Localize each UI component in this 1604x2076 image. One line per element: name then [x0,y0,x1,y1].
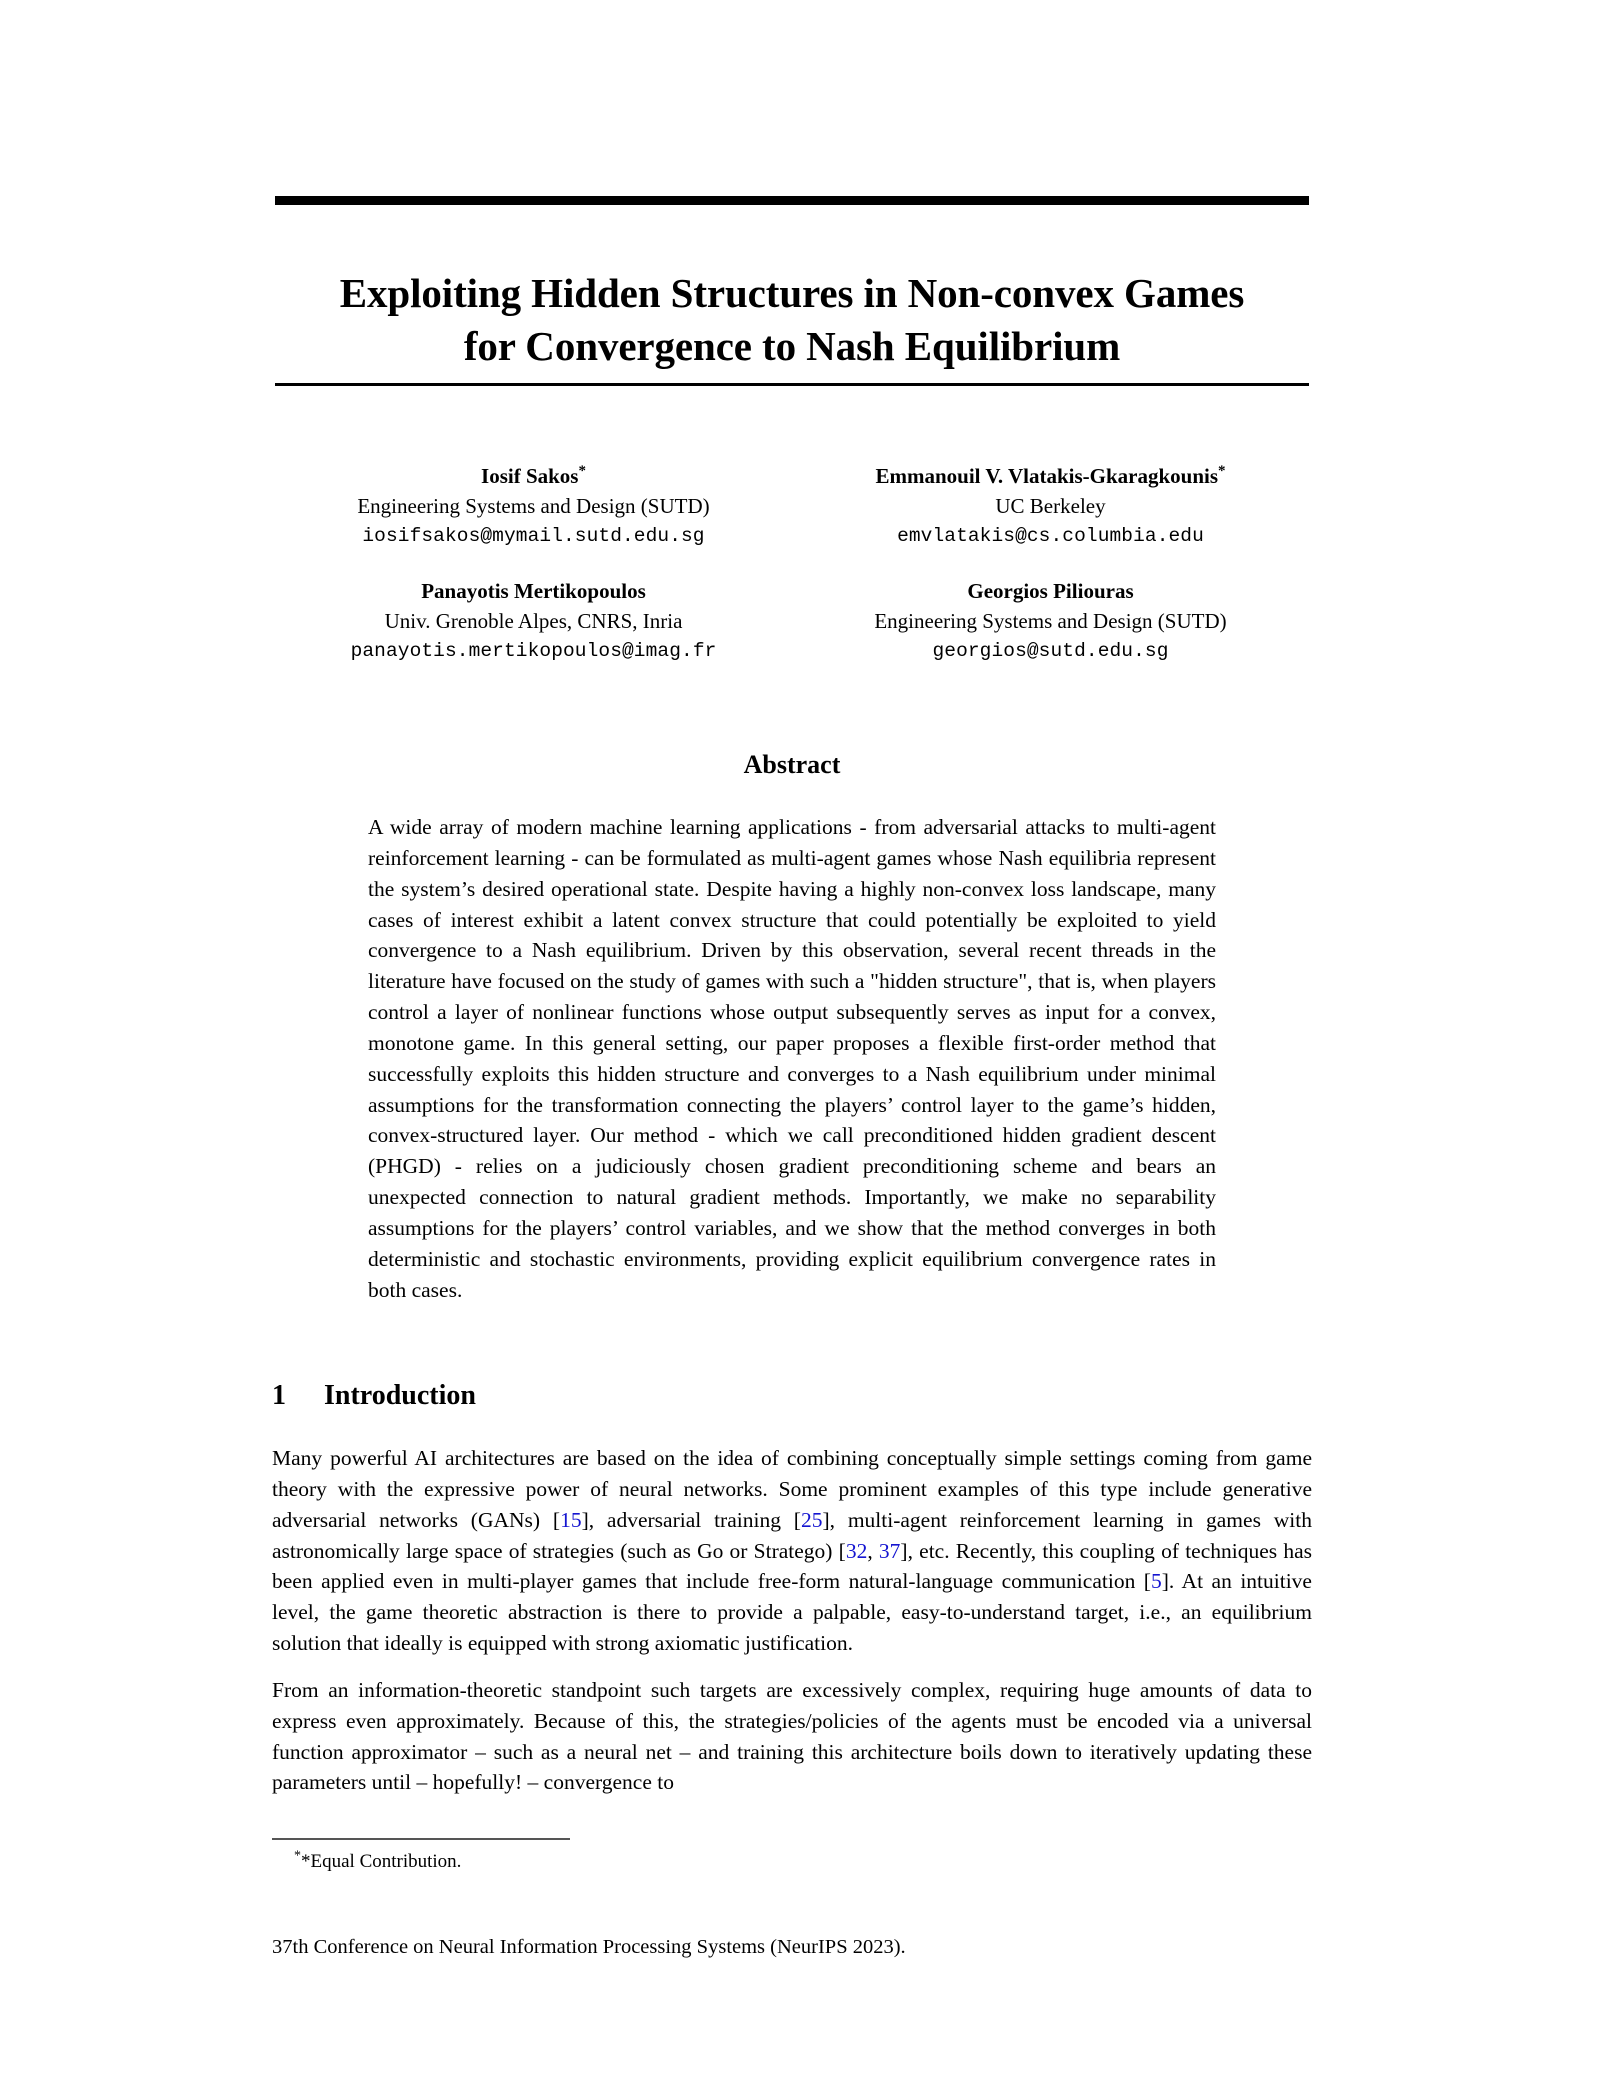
abstract-heading: Abstract [743,750,841,779]
author-name-text-2: Emmanouil V. Vlatakis-Gkaragkounis [875,464,1219,488]
author-row-1 [275,462,1309,551]
citation-link[interactable]: 37 [878,1538,901,1563]
citation-link[interactable]: 5 [1150,1569,1162,1594]
author-entry-1 [275,462,792,551]
footnote-marker: * [294,1848,301,1864]
author-name-2 [792,462,1309,492]
author-entry-4 [792,577,1309,666]
author-email-1[interactable]: iosifsakos@mymail.sutd.edu.sg [362,524,705,547]
footnote-rule [272,1838,570,1840]
paragraph-1: Many powerful AI architectures are based on the idea of combining conceptually simple settings coming from game theory with the expressive power of neural networks. Some prominent examples of this type include generative adversarial networks (GANs) [15], adversarial training [25], multi-agent reinforcement learning in games with astronomically large space of strategies (such as Go or Stratego) [32, 37], etc. Recently, this coupling of techniques has been applied even in multi-player games that include free-form natural-language communication [5]. At an intuitive level, the game theoretic abstraction is there to provide a palpable, easy-to-understand target, i.e., an equilibrium solution that ideally is equipped with strong axiomatic justification. [272,1446,1312,1656]
abstract-body: A wide array of modern machine learning applications - from adversarial attacks to multi-agent reinforcement learning - can be formulated as multi-agent games whose Nash equilibria represent the system’s desired operational state. Despite having a highly non-convex loss landscape, many cases of interest exhibit a latent convex structure that could potentially be exploited to yield convergence to a Nash equilibrium. Driven by this observation, several recent threads in the literature have focused on the study of games with such a "hidden structure", that is, when players control a layer of nonlinear functions whose output subsequently serves as input for a convex, monotone game. In this general setting, our paper proposes a flexible first-order method that successfully exploits this hidden structure and converges to a Nash equilibrium under minimal assumptions for the transformation connecting the players’ control layer to the game’s hidden, convex-structured layer. Our method - which we call preconditioned hidden gradient descent (PHGD) - relies on a judiciously chosen gradient preconditioning scheme and bears an unexpected connection to natural gradient methods. Importantly, we make no separability assumptions for the players’ control variables, and we show that the method converges in both deterministic and stochastic environments, providing explicit equilibrium convergence rates in both cases. [368,815,1216,1302]
author-row-2 [275,577,1309,666]
author-name-text-4: Georgios Piliouras [967,578,1134,603]
author-affiliation-3: Univ. Grenoble Alpes, CNRS, Inria [384,608,683,633]
author-name-text-3: Panayotis Mertikopoulos [421,578,646,603]
author-affiliation-4: Engineering Systems and Design (SUTD) [874,608,1227,633]
title-line-2: for Convergence to Nash Equilibrium [463,322,1121,369]
section-number: 1 [272,1380,286,1411]
paragraph-2: From an information-theoretic standpoint such targets are excessively complex, requiring huge amounts of data to express even approximately. Because of this, the strategies/policies of the agents must be encoded via a universal function approximator – such as a neural net – and training this architecture boils down to iteratively updating these parameters until – hopefully! – convergence to [272,1677,1312,1795]
author-block [275,462,1309,692]
title-top-rule [275,196,1309,205]
citation-link[interactable]: 32 [845,1538,868,1563]
author-name-3 [275,577,792,607]
page-title [275,267,1309,372]
author-entry-3 [275,577,792,666]
author-email-4[interactable]: georgios@sutd.edu.sg [932,639,1169,662]
footnote-text: *Equal Contribution. [301,1851,462,1872]
citation-link[interactable]: 25 [800,1507,823,1532]
citation-link[interactable]: 15 [560,1507,582,1532]
footnote [272,1849,1072,1876]
author-marker-1: * [578,463,586,479]
author-marker-2: * [1218,463,1226,479]
author-name-text-1: Iosif Sakos [481,464,579,488]
author-affiliation-1: Engineering Systems and Design (SUTD) [357,493,710,518]
author-affiliation-2: UC Berkeley [995,493,1106,518]
title-bottom-rule [275,383,1309,386]
conference-footer: 37th Conference on Neural Information Processing Systems (NeurIPS 2023). [272,1936,906,1958]
section-heading-introduction [272,1380,476,1412]
author-name-1 [275,462,792,492]
title-line-1: Exploiting Hidden Structures in Non-convex Games [339,270,1245,317]
author-entry-2 [792,462,1309,551]
section-title: Introduction [324,1380,476,1411]
introduction-body [272,1443,1312,1814]
author-email-2[interactable]: emvlatakis@cs.columbia.edu [897,524,1204,547]
author-name-4 [792,577,1309,607]
author-email-3[interactable]: panayotis.mertikopoulos@imag.fr [350,639,717,662]
